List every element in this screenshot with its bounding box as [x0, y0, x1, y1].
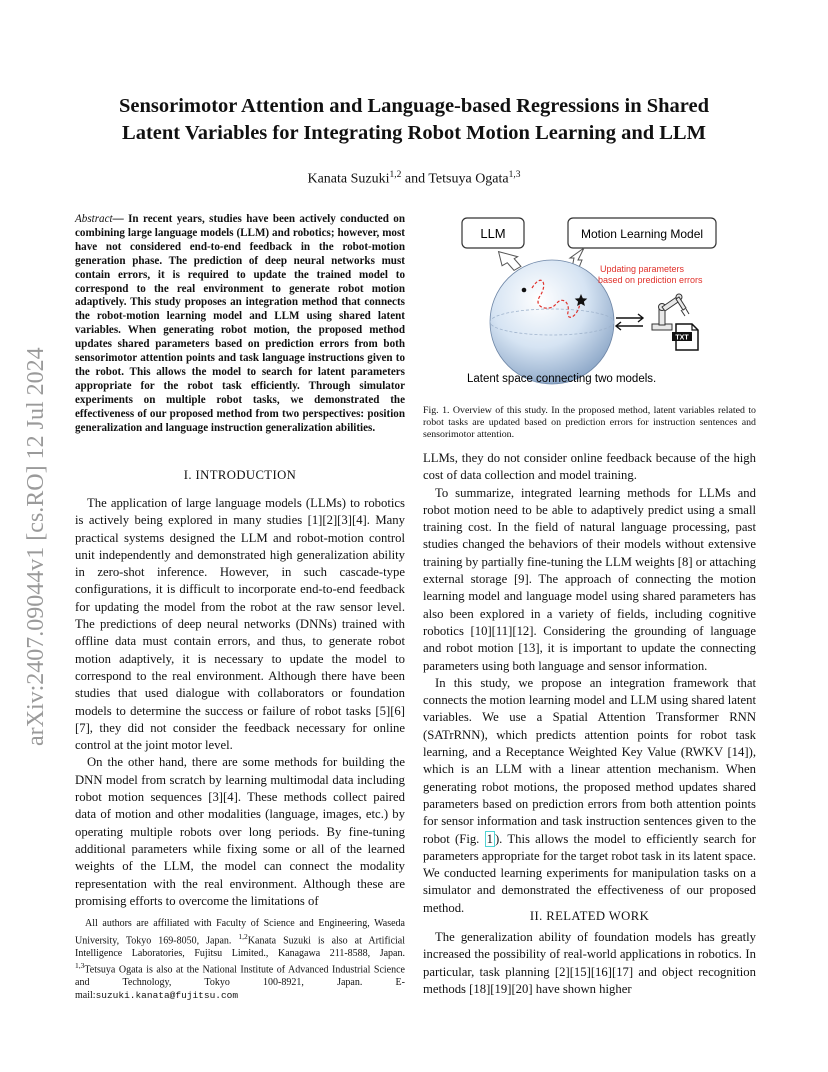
- figure-1-caption: Fig. 1. Overview of this study. In the proposed method, latent variables related to robot tasks are updated based on prediction errors for instruction sentences and sensorimotor attention.: [423, 405, 756, 440]
- latent-space-label: Latent space connecting two models.: [467, 373, 657, 385]
- txt-label: TXT: [675, 334, 689, 342]
- affiliation-footnote: [75, 918, 405, 1002]
- arrow-right-icon: [616, 314, 643, 322]
- author-2-affil: 1,3: [508, 170, 521, 180]
- author-1: Kanata Suzuki: [307, 171, 390, 187]
- abstract: [75, 213, 405, 436]
- authors: [80, 170, 748, 188]
- footnote-sup-13: 1,3: [75, 961, 85, 971]
- arrow-left-icon: [616, 322, 643, 330]
- footnote-sup-12: 1,2: [238, 931, 248, 941]
- left-column-body: [75, 495, 405, 910]
- title-line-1: Sensorimotor Attention and Language-based Regressions in Shared: [118, 95, 710, 117]
- author-2: Tetsuya Ogata: [428, 171, 509, 187]
- right-paragraph-0: LLMs, they do not consider online feedback because of the high cost of data collection and model training.: [423, 451, 756, 483]
- abstract-label: Abstract: [75, 213, 113, 225]
- arxiv-stamp: [20, 270, 50, 750]
- right-paragraph-2-b: ). This allows the model to efficiently search for parameters appropriate for the target robot task in its latent space. We conducted learning experiments for manipulation tasks on a simulator and demonstrated the effectiveness of our proposed method.: [423, 831, 756, 915]
- section-heading-introduction: I. INTRODUCTION: [183, 468, 297, 482]
- author-1-affil: 1,2: [389, 170, 402, 180]
- footnote-part-3: Tetsuya Ogata is also at the National Institute of Advanced Industrial Science and Technology, Tokyo 100-8921, Japan. E-mail:: [75, 964, 405, 1001]
- update-label-2: based on prediction errors: [598, 275, 703, 285]
- figure-1-link[interactable]: 1: [486, 831, 493, 846]
- txt-document-icon: [672, 324, 698, 350]
- right-paragraph-2: [423, 675, 756, 917]
- arxiv-stamp-text: arXiv:2407.09044v1 [cs.RO] 12 Jul 2024: [23, 347, 49, 746]
- footnote-part-1: All authors are affiliated with Faculty of Science and Engineering, Waseda University, Tokyo 169-8050, Japan.: [75, 918, 405, 946]
- motion-model-label: Motion Learning Model: [580, 227, 704, 241]
- footnote-part-2: Kanata Suzuki is also at Artificial Intelligence Laboratories, Fujitsu Limited., Kanagawa 211-8588, Japan.: [75, 934, 406, 959]
- right-paragraph-1: To summarize, integrated learning methods for LLMs and robot motion need to be able to adaptively predict using a small training cost. In the field of natural language processing, past studies changed the behaviors of their models without extensive training by partially fine-tuning the LLM weights [8] or attaching external storage [9]. The approach of connecting the motion learning model and language model using shared parameters has also been explored in a variety of fields, including cognitive robotics [10][11][12]. Considering the grounding of language and robot motion [13], it is important to update the connecting parameters using both language and sensor information.: [423, 485, 756, 673]
- related-work-body: [423, 929, 756, 998]
- intro-paragraph-2: On the other hand, there are some methods for building the DNN model from scratch by learning multimodal data including robot motion sequences [3][4]. These methods collect paired data of motion and other modalities (language, images, etc.) by operating multiple robots over long periods. By fine-tuning additional parameters while fixing some or all of the learned weights of the LLM, the model can connect the modality representation with the real environment. Although these are promising efforts to overcome the limitations of: [75, 755, 405, 908]
- figure-1: [452, 212, 724, 390]
- update-label-1: Updating parameters: [600, 264, 685, 274]
- right-paragraph-2-a: In this study, we propose an integration framework that connects the motion learning model and LLM using shared latent variables. We use a Spatial Attention Transformer RNN (SATrRNN), which predicts attention points for robot task learning, and a Receptance Weighted Key Value (RWKV [14]), which is an LLM with a linear attention mechanism. When generating robot motions, the proposed method updates shared parameters based on prediction errors from both attention points for sensor information and task instruction sentences given to the robot (Fig.: [423, 675, 756, 846]
- title-line-2: Latent Variables for Integrating Robot Motion Learning and LLM: [122, 122, 706, 144]
- start-point: [522, 288, 527, 293]
- abstract-text: — In recent years, studies have been actively conducted on combining large language models (LLM) and robotics; however, most have not considered end-to-end feedback in the robot-motion generation phase. The prediction of deep neural networks must contain errors, it is required to update the trained model to correspond to the real environment to generate robot motion adaptively. This study proposes an integration method that connects the robot-motion learning model and LLM using shared latent variables. When generating robot motion, the proposed method updates shared parameters based on prediction errors from both sensorimotor attention points and task language instructions given to the robot. This allows the model to search for latent parameters appropriate for the robot task efficiently. Through simulator experiments on multiple robot tasks, we demonstrated the effectiveness of our proposed method from two perspectives: position generalization and language instruction generalization abilities.: [75, 213, 405, 434]
- paper-title: [80, 93, 748, 147]
- author-email: suzuki.kanata@fujitsu.com: [95, 989, 239, 1001]
- section-heading-related-work: II. RELATED WORK: [529, 909, 650, 923]
- intro-paragraph-1: The application of large language models (LLMs) to robotics is actively being explored in many studies [1][2][3][4]. Many practical systems designed the LLM and robot-motion control unit independently and demonstrated high generalization ability in zero-shot inference. However, in such cascade-type configurations, it is difficult to incorporate end-to-end feedback for updating the model from the robot at the raw sensor level. The predictions of deep neural networks (DNNs) trained with offline data must contain errors, and thus, to generate robot motion adaptively, it is necessary to update the model to correspond to the real environment. Although there have been studies that used dialogue with collaborators or foundation models to determine the success or failure of robot tasks [5][6][7], they did not consider the feedback necessary for online control at the joint motor level.: [75, 496, 405, 753]
- related-paragraph-1: The generalization ability of foundation models has greatly increased the possibility of real-world applications in robotics. In particular, task planning [2][15][16][17] and object recognition methods [18][19][20] have shown higher: [423, 930, 756, 996]
- latent-sphere: [490, 260, 614, 384]
- llm-label: LLM: [480, 226, 506, 241]
- right-column-body: [423, 450, 756, 917]
- authors-and: and: [401, 171, 429, 187]
